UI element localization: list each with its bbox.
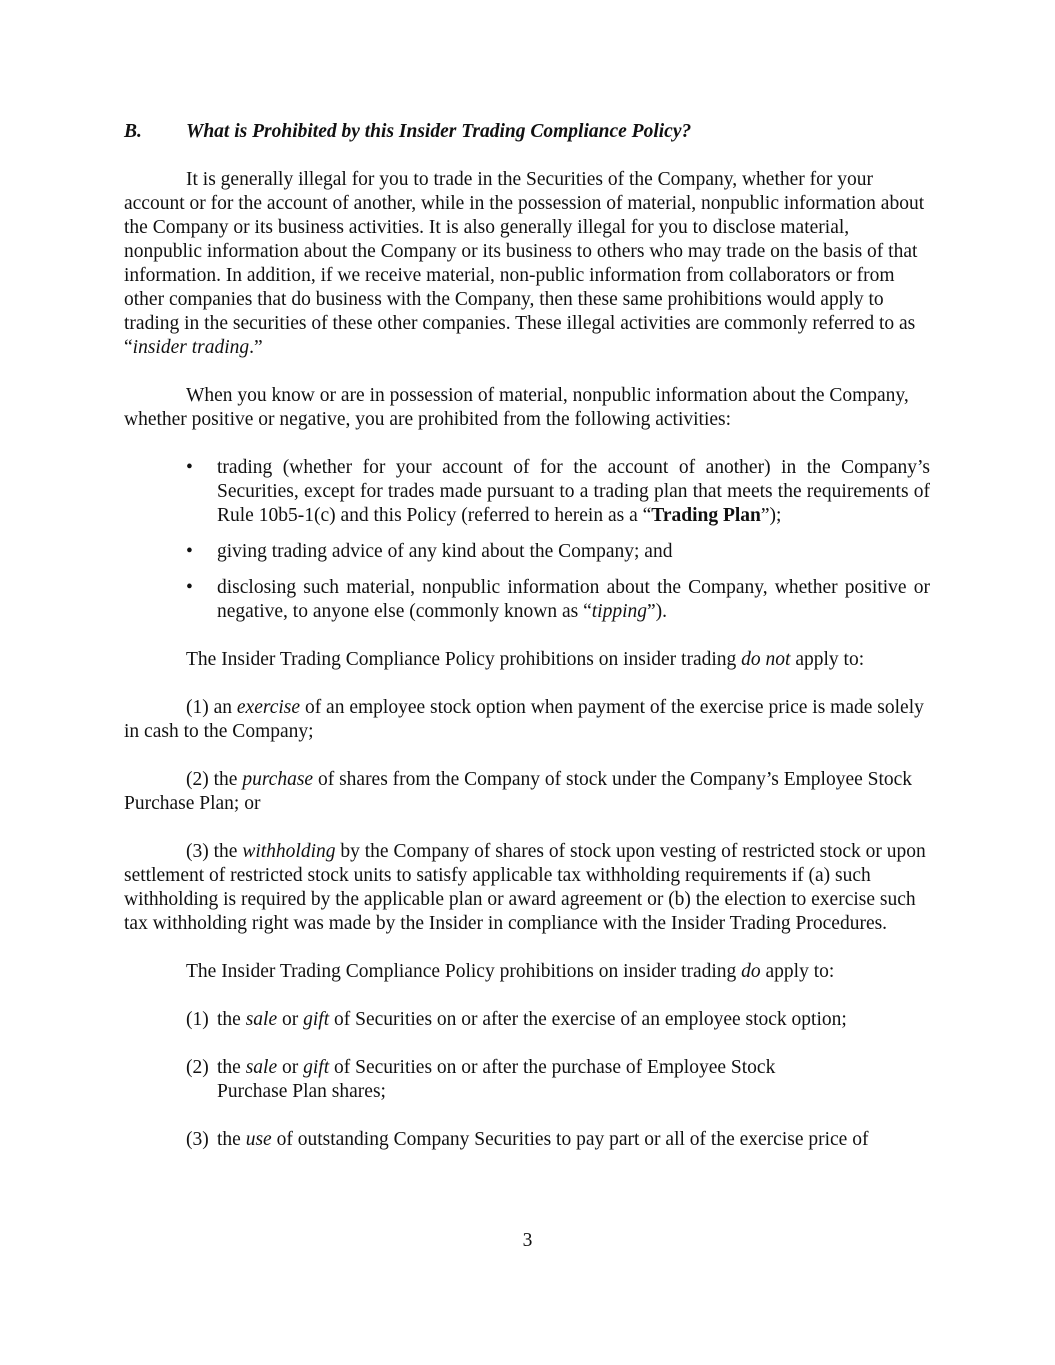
section-heading bbox=[124, 120, 930, 144]
exception-item-exercise: (1) an exercise of an employee stock option when payment of the exercise price is made solely in cash to the Company; bbox=[124, 697, 924, 742]
prohibited-activities-list bbox=[186, 456, 930, 624]
page-number: 3 bbox=[522, 1230, 533, 1251]
list-item: • trading (whether for your account of for the account of another) in the Company’s Securities, except for trades made pursuant to a trading plan that meets the requirements of Rule 10b5-1(c) and this Policy (referred to herein as a “Trading Plan”); bbox=[186, 457, 930, 526]
section-title: What is Prohibited by this Insider Trading Compliance Policy? bbox=[186, 121, 692, 142]
list-item: (3) the use of outstanding Company Securities to pay part or all of the exercise price of bbox=[186, 1129, 869, 1150]
document-page bbox=[124, 120, 930, 1176]
list-item: (1) the sale or gift of Securities on or after the exercise of an employee stock option; bbox=[186, 1009, 847, 1030]
list-item: • giving trading advice of any kind about the Company; and bbox=[186, 541, 673, 562]
term-tipping: tipping bbox=[591, 601, 647, 622]
list-item-number: (3) bbox=[186, 1129, 209, 1150]
applies-to-list bbox=[186, 1008, 930, 1152]
paragraph-illegal-trading: It is generally illegal for you to trade in the Securities of the Company, whether for your account or for the account of another, while in the possession of material, nonpublic information about the Company or its business activities. It is also generally illegal for you to disclose material, nonpublic information about the Company or its business to others who may trade on the basis of that information. In addition, if we receive material, non-public information from collaborators or from other companies that do business with the Company, then these same prohibitions would apply to trading in the securities of these other companies. These illegal activities are commonly referred to as “insider trading.” bbox=[124, 169, 925, 358]
paragraph-do-apply-intro: The Insider Trading Compliance Policy prohibitions on insider trading do apply to: bbox=[186, 961, 835, 982]
paragraph-do-not-apply-intro: The Insider Trading Compliance Policy prohibitions on insider trading do not apply to: bbox=[186, 649, 865, 670]
bullet-icon: • bbox=[186, 457, 193, 478]
list-item: • disclosing such material, nonpublic information about the Company, whether positive or negative, to anyone else (commonly known as “tipping”). bbox=[186, 577, 930, 622]
bullet-icon: • bbox=[186, 577, 193, 598]
exception-item-withholding: (3) the withholding by the Company of shares of stock upon vesting of restricted stock or upon settlement of restricted stock units to satisfy applicable tax withholding requirements if (a) such withholding is required by the applicable plan or award agreement or (b) the election to exercise such tax withholding right was made by the Insider in compliance with the Insider Trading Procedures. bbox=[124, 841, 926, 934]
list-item-number: (1) bbox=[186, 1009, 209, 1030]
term-trading-plan: Trading Plan bbox=[651, 505, 761, 526]
list-item: (2) the sale or gift of Securities on or after the purchase of Employee Stock Purchase Plan shares; bbox=[186, 1057, 776, 1102]
bullet-icon: • bbox=[186, 541, 193, 562]
list-item-number: (2) bbox=[186, 1057, 209, 1078]
exception-item-purchase: (2) the purchase of shares from the Company of stock under the Company’s Employee Stock Purchase Plan; or bbox=[124, 769, 913, 814]
paragraph-prohibited-intro: When you know or are in possession of material, nonpublic information about the Company, whether positive or negative, you are prohibited from the following activities: bbox=[124, 385, 909, 430]
section-letter: B. bbox=[124, 121, 142, 142]
term-insider-trading: insider trading bbox=[132, 337, 250, 358]
